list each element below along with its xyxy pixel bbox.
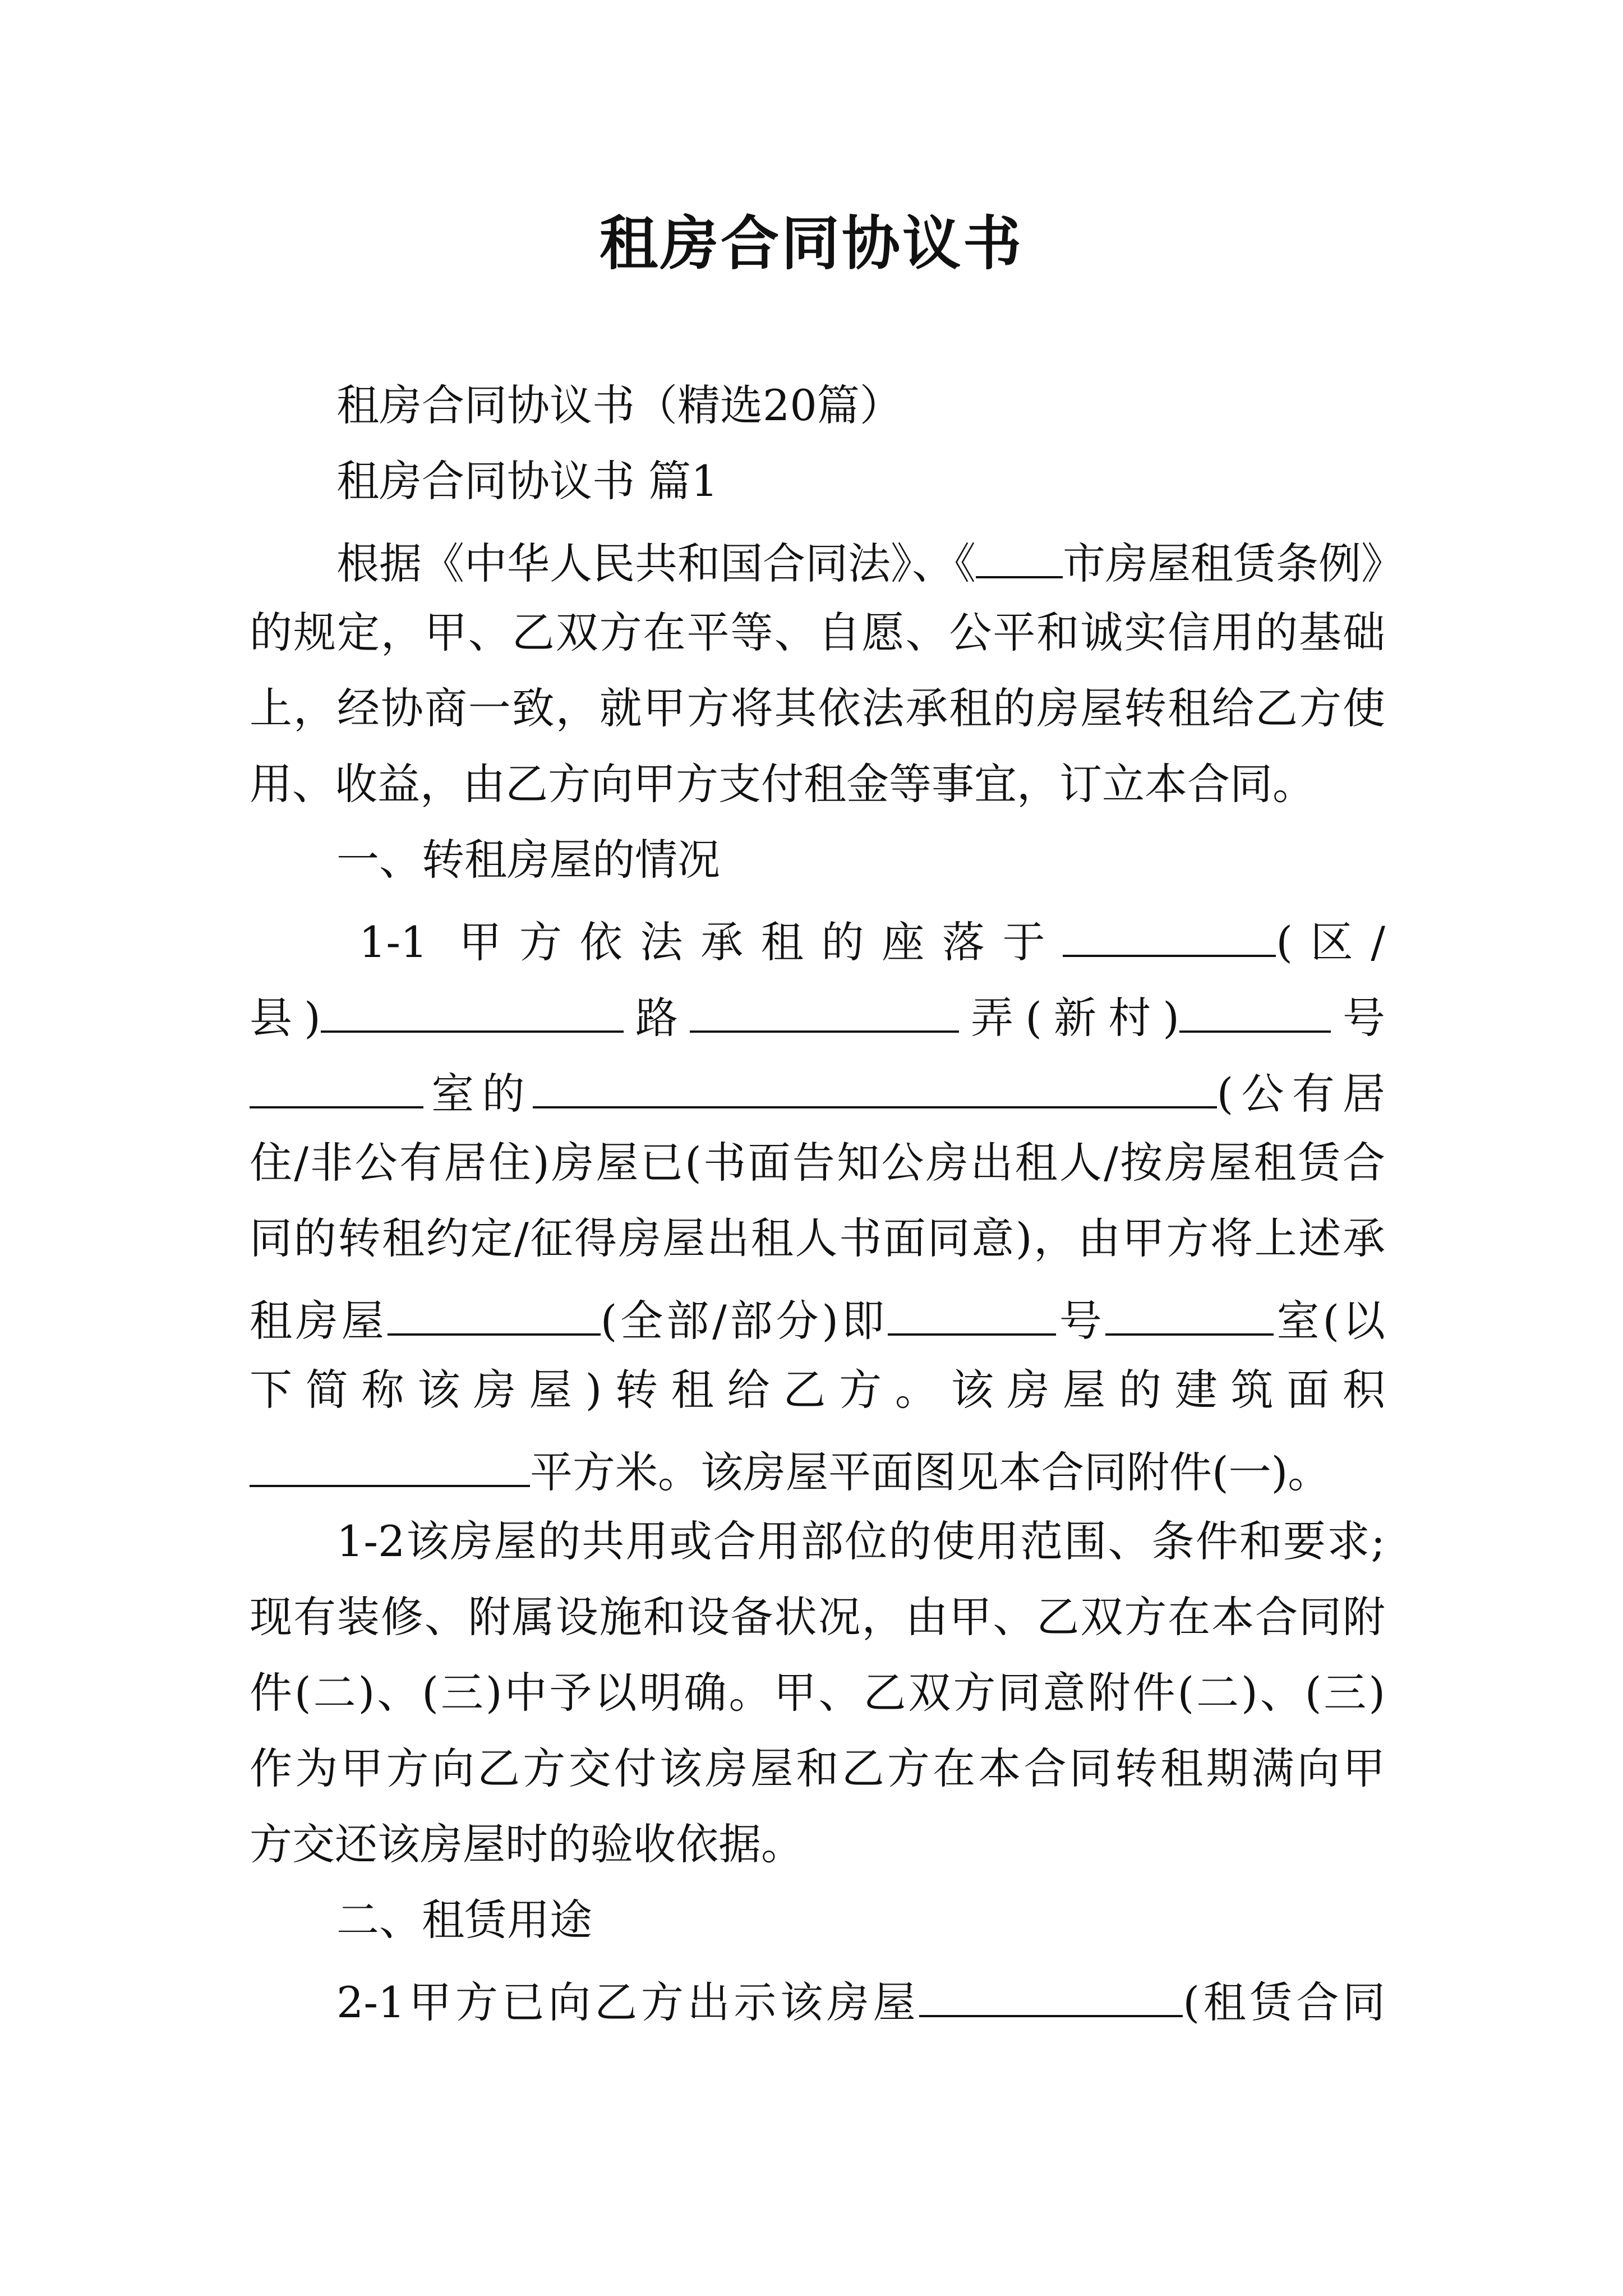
intro-text: 市房屋租赁条例》 bbox=[1063, 539, 1404, 589]
clause-1-2-line-5: 方交还该房屋时的验收依据。 bbox=[250, 1819, 804, 1869]
blank-field bbox=[1063, 914, 1276, 957]
clause-text: (公有居 bbox=[1216, 1069, 1385, 1119]
clause-1-1-line-6 bbox=[250, 1293, 1386, 1346]
clause-text: 1-1 甲方依法承租的座落于 bbox=[359, 917, 1063, 968]
blank-field bbox=[250, 1444, 530, 1487]
clause-text: 路 bbox=[623, 993, 690, 1043]
intro-line-3: 上，经协商一致，就甲方将其依法承租的房屋转租给乙方使 bbox=[250, 683, 1385, 733]
clause-1-2-line-4: 作为甲方向乙方交付该房屋和乙方在本合同转租期满向甲 bbox=[250, 1743, 1385, 1793]
article-heading: 租房合同协议书 篇1 bbox=[336, 456, 718, 506]
blank-field bbox=[321, 990, 624, 1033]
clause-text: 2-1甲方已向乙方出示该房屋 bbox=[336, 1977, 920, 2028]
clause-2-1-line-1 bbox=[336, 1975, 1385, 2028]
clause-1-1-line-8 bbox=[250, 1444, 1385, 1498]
intro-line-1 bbox=[336, 536, 1404, 589]
blank-field bbox=[1105, 1293, 1274, 1336]
blank-field bbox=[388, 1293, 601, 1336]
document-title: 租房合同协议书 bbox=[599, 209, 1023, 278]
clause-text: 平方米。该房屋平面图见本合同附件(一)。 bbox=[530, 1447, 1331, 1498]
clause-text: (全部/部分)即 bbox=[600, 1296, 888, 1346]
clause-1-1-line-2 bbox=[250, 990, 1385, 1043]
blank-field bbox=[690, 990, 959, 1033]
clause-text: 室(以 bbox=[1273, 1296, 1386, 1346]
clause-text: 弄(新村) bbox=[959, 993, 1179, 1043]
clause-text: 号 bbox=[1055, 1296, 1105, 1346]
intro-line-4: 用、收益，由乙方向甲方支付租金等事宜，订立本合同。 bbox=[250, 759, 1315, 809]
clause-1-1-line-5: 同的转租约定/征得房屋出租人书面同意)，由甲方将上述承 bbox=[250, 1213, 1385, 1263]
blank-field bbox=[976, 536, 1063, 578]
blank-field bbox=[888, 1293, 1056, 1336]
clause-text: 室的 bbox=[423, 1069, 533, 1119]
blank-field bbox=[919, 1975, 1183, 2017]
clause-text: (区/ bbox=[1276, 917, 1385, 968]
clause-text: 县) bbox=[250, 993, 321, 1043]
section-heading-2: 二、租赁用途 bbox=[336, 1895, 592, 1945]
blank-field bbox=[250, 1066, 423, 1108]
clause-1-2-line-1: 1-2该房屋的共用或合用部位的使用范围、条件和要求; bbox=[336, 1516, 1385, 1566]
section-heading-1: 一、转租房屋的情况 bbox=[336, 835, 720, 885]
intro-line-2: 的规定，甲、乙双方在平等、自愿、公平和诚实信用的基础 bbox=[250, 608, 1385, 657]
clause-1-1-line-1 bbox=[359, 914, 1385, 968]
clause-text: 号 bbox=[1330, 993, 1385, 1043]
clause-text: 租房屋 bbox=[250, 1296, 388, 1346]
clause-1-1-line-4: 住/非公有居住)房屋已(书面告知公房出租人/按房屋租赁合 bbox=[250, 1138, 1385, 1188]
blank-field bbox=[1179, 990, 1331, 1033]
clause-1-1-line-7: 下简称该房屋)转租给乙方。该房屋的建筑面积 bbox=[250, 1365, 1385, 1415]
subtitle: 租房合同协议书（精选20篇） bbox=[336, 380, 902, 430]
clause-text: (租赁合同 bbox=[1183, 1977, 1385, 2028]
blank-field bbox=[533, 1066, 1217, 1108]
clause-1-1-line-3 bbox=[250, 1066, 1385, 1119]
clause-1-2-line-2: 现有装修、附属设施和设备状况，由甲、乙双方在本合同附 bbox=[250, 1592, 1385, 1642]
intro-text: 根据《中华人民共和国合同法》、《 bbox=[336, 539, 976, 589]
clause-1-2-line-3: 件(二)、(三)中予以明确。甲、乙双方同意附件(二)、(三) bbox=[250, 1668, 1385, 1718]
